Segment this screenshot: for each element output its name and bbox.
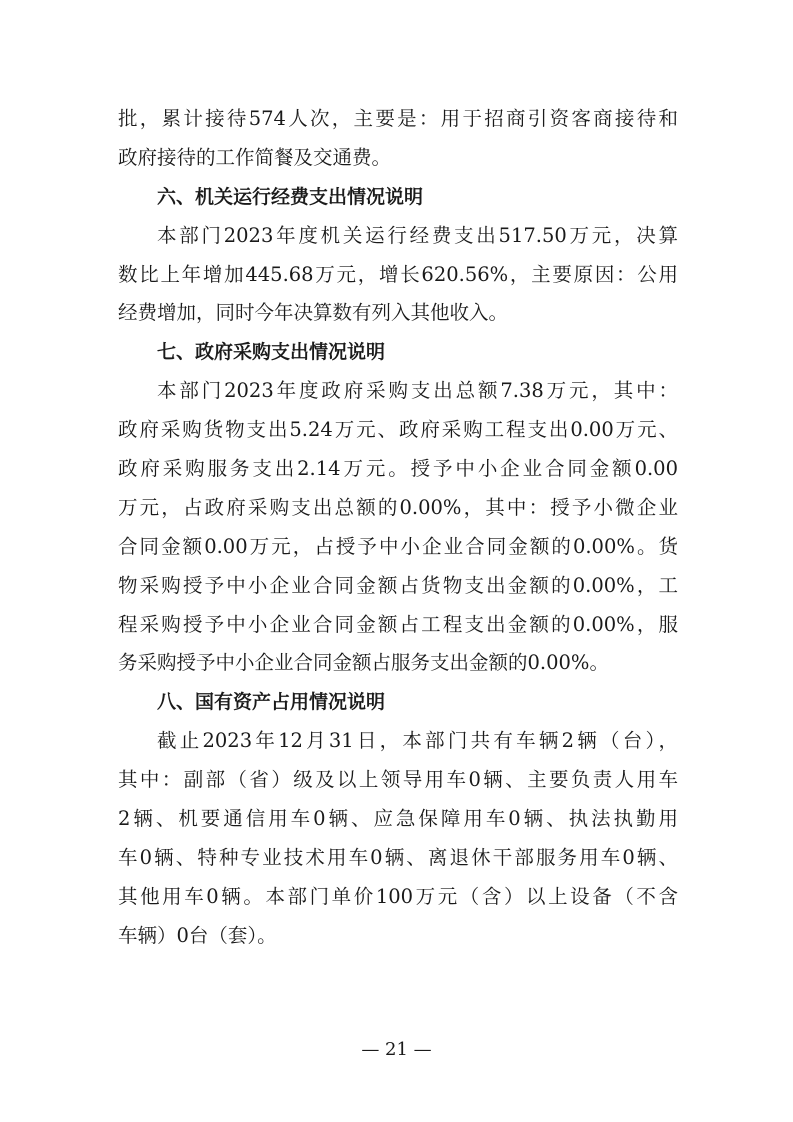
paragraph-line: 本部门2023年度机关运行经费支出517.50万元，决算: [157, 223, 678, 247]
paragraph-line: 万元，占政府采购支出总额的0.00%，其中：授予小微企业: [118, 495, 678, 519]
paragraph-line: 批，累计接待574人次，主要是：用于招商引资客商接待和: [118, 107, 678, 130]
paragraph-line: 经费增加，同时今年决算数有列入其他收入。: [118, 301, 509, 325]
section-heading-government-procurement: 七、政府采购支出情况说明: [157, 341, 386, 364]
page-number: — 21 —: [361, 1039, 432, 1060]
paragraph-line: 程采购授予中小企业合同金额占工程支出金额的0.00%，服: [118, 612, 678, 636]
paragraph-line: 其中：副部（省）级及以上领导用车0辆、主要负责人用车: [118, 768, 678, 792]
paragraph-line: 本部门2023年度政府采购支出总额7.38万元，其中：: [157, 379, 678, 403]
section-heading-operating-expenses: 六、机关运行经费支出情况说明: [157, 185, 424, 208]
paragraph-line: 车辆）0台（套）。: [118, 923, 277, 947]
paragraph-line: 其他用车0辆。本部门单价100万元（含）以上设备（不含: [118, 884, 678, 908]
paragraph-line: 截止2023年12月31日，本部门共有车辆2辆（台），: [157, 729, 678, 753]
paragraph-line: 车0辆、特种专业技术用车0辆、离退休干部服务用车0辆、: [118, 845, 678, 869]
paragraph-line: 政府接待的工作简餐及交通费。: [118, 145, 392, 169]
document-body: [118, 100, 678, 956]
paragraph-line: 政府采购货物支出5.24万元、政府采购工程支出0.00万元、: [118, 418, 678, 442]
section-heading-state-assets: 八、国有资产占用情况说明: [157, 691, 386, 714]
paragraph-line: 政府采购服务支出2.14万元。授予中小企业合同金额0.00: [118, 457, 678, 481]
paragraph-line: 合同金额0.00万元，占授予中小企业合同金额的0.00%。货: [118, 534, 678, 558]
paragraph-line: 2辆、机要通信用车0辆、应急保障用车0辆、执法执勤用: [118, 807, 678, 831]
paragraph-line: 数比上年增加445.68万元，增长620.56%，主要原因：公用: [118, 262, 678, 286]
paragraph-line: 务采购授予中小企业合同金额占服务支出金额的0.00%。: [118, 651, 609, 675]
paragraph-line: 物采购授予中小企业合同金额占货物支出金额的0.00%，工: [118, 573, 678, 597]
